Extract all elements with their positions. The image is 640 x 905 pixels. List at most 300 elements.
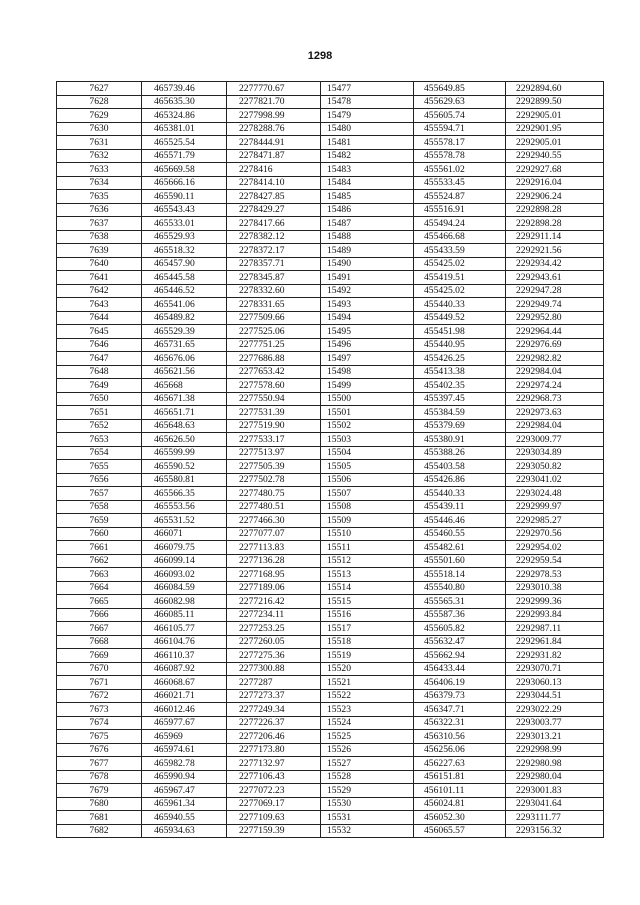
- point-id-cell: 7630: [57, 122, 142, 136]
- x-coordinate-cell: 455501.60: [414, 554, 506, 568]
- point-id-cell: 15497: [321, 352, 414, 366]
- point-id-cell: 7656: [57, 473, 142, 487]
- x-coordinate-cell: 455446.46: [414, 514, 506, 528]
- point-id-cell: 7655: [57, 460, 142, 474]
- y-coordinate-cell: 2293024.48: [506, 487, 604, 501]
- point-id-cell: 7642: [57, 284, 142, 298]
- y-coordinate-cell: 2292980.98: [506, 757, 604, 771]
- x-coordinate-cell: 465553.56: [142, 500, 227, 514]
- x-coordinate-cell: 466087.92: [142, 662, 227, 676]
- x-coordinate-cell: 455425.02: [414, 284, 506, 298]
- y-coordinate-cell: 2292954.02: [506, 541, 604, 555]
- x-coordinate-cell: 465566.35: [142, 487, 227, 501]
- y-coordinate-cell: 2278332.60: [227, 284, 321, 298]
- x-coordinate-cell: 465940.55: [142, 811, 227, 825]
- x-coordinate-cell: 465543.43: [142, 203, 227, 217]
- y-coordinate-cell: 2277480.75: [227, 487, 321, 501]
- x-coordinate-cell: 455518.14: [414, 568, 506, 582]
- y-coordinate-cell: 2292974.24: [506, 379, 604, 393]
- y-coordinate-cell: 2293001.83: [506, 784, 604, 798]
- point-id-cell: 15491: [321, 271, 414, 285]
- point-id-cell: 7674: [57, 716, 142, 730]
- point-id-cell: 7677: [57, 757, 142, 771]
- x-coordinate-cell: 455578.17: [414, 136, 506, 150]
- point-id-cell: 15507: [321, 487, 414, 501]
- y-coordinate-cell: 2277751.25: [227, 338, 321, 352]
- table-row: [57, 446, 604, 460]
- x-coordinate-cell: 455397.45: [414, 392, 506, 406]
- y-coordinate-cell: 2277226.37: [227, 716, 321, 730]
- table-row: [57, 365, 604, 379]
- point-id-cell: 7657: [57, 487, 142, 501]
- y-coordinate-cell: 2277189.06: [227, 581, 321, 595]
- x-coordinate-cell: 456101.11: [414, 784, 506, 798]
- x-coordinate-cell: 455449.52: [414, 311, 506, 325]
- y-coordinate-cell: 2292980.04: [506, 770, 604, 784]
- y-coordinate-cell: 2277260.05: [227, 635, 321, 649]
- y-coordinate-cell: 2277159.39: [227, 824, 321, 838]
- x-coordinate-cell: 456433.44: [414, 662, 506, 676]
- y-coordinate-cell: 2293111.77: [506, 811, 604, 825]
- point-id-cell: 15490: [321, 257, 414, 271]
- x-coordinate-cell: 456322.31: [414, 716, 506, 730]
- table-row: [57, 514, 604, 528]
- x-coordinate-cell: 465651.71: [142, 406, 227, 420]
- y-coordinate-cell: 2278382.12: [227, 230, 321, 244]
- y-coordinate-cell: 2292931.82: [506, 649, 604, 663]
- table-row: [57, 703, 604, 717]
- x-coordinate-cell: 455460.55: [414, 527, 506, 541]
- point-id-cell: 15511: [321, 541, 414, 555]
- x-coordinate-cell: 465533.01: [142, 217, 227, 231]
- point-id-cell: 15484: [321, 176, 414, 190]
- point-id-cell: 7681: [57, 811, 142, 825]
- point-id-cell: 15520: [321, 662, 414, 676]
- x-coordinate-cell: 465518.32: [142, 244, 227, 258]
- x-coordinate-cell: 465580.81: [142, 473, 227, 487]
- table-row: [57, 622, 604, 636]
- y-coordinate-cell: 2277505.39: [227, 460, 321, 474]
- x-coordinate-cell: 455605.82: [414, 622, 506, 636]
- y-coordinate-cell: 2277069.17: [227, 797, 321, 811]
- x-coordinate-cell: 455440.33: [414, 487, 506, 501]
- y-coordinate-cell: 2277466.30: [227, 514, 321, 528]
- table-row: [57, 662, 604, 676]
- y-coordinate-cell: 2293010.38: [506, 581, 604, 595]
- x-coordinate-cell: 456052.30: [414, 811, 506, 825]
- y-coordinate-cell: 2293044.51: [506, 689, 604, 703]
- x-coordinate-cell: 465571.79: [142, 149, 227, 163]
- x-coordinate-cell: 455516.91: [414, 203, 506, 217]
- y-coordinate-cell: 2277578.60: [227, 379, 321, 393]
- point-id-cell: 15531: [321, 811, 414, 825]
- y-coordinate-cell: 2277273.37: [227, 689, 321, 703]
- table-row: [57, 338, 604, 352]
- point-id-cell: 15506: [321, 473, 414, 487]
- table-row: [57, 311, 604, 325]
- point-id-cell: 7673: [57, 703, 142, 717]
- table-row: [57, 325, 604, 339]
- table-row: [57, 176, 604, 190]
- x-coordinate-cell: 465446.52: [142, 284, 227, 298]
- point-id-cell: 15503: [321, 433, 414, 447]
- point-id-cell: 7675: [57, 730, 142, 744]
- point-id-cell: 7638: [57, 230, 142, 244]
- table-row: [57, 109, 604, 123]
- point-id-cell: 15499: [321, 379, 414, 393]
- y-coordinate-cell: 2292964.44: [506, 325, 604, 339]
- table-row: [57, 460, 604, 474]
- x-coordinate-cell: 465977.67: [142, 716, 227, 730]
- point-id-cell: 7643: [57, 298, 142, 312]
- point-id-cell: 7627: [57, 82, 142, 96]
- y-coordinate-cell: 2277509.66: [227, 311, 321, 325]
- table-row: [57, 568, 604, 582]
- x-coordinate-cell: 456065.57: [414, 824, 506, 838]
- x-coordinate-cell: 465668: [142, 379, 227, 393]
- y-coordinate-cell: 2277106.43: [227, 770, 321, 784]
- y-coordinate-cell: 2277216.42: [227, 595, 321, 609]
- table-row: [57, 487, 604, 501]
- y-coordinate-cell: 2293156.32: [506, 824, 604, 838]
- x-coordinate-cell: 455402.35: [414, 379, 506, 393]
- point-id-cell: 7654: [57, 446, 142, 460]
- point-id-cell: 15501: [321, 406, 414, 420]
- point-id-cell: 15522: [321, 689, 414, 703]
- y-coordinate-cell: 2277173.80: [227, 743, 321, 757]
- table-row: [57, 203, 604, 217]
- y-coordinate-cell: 2292916.04: [506, 176, 604, 190]
- table-row: [57, 271, 604, 285]
- point-id-cell: 7644: [57, 311, 142, 325]
- point-id-cell: 7666: [57, 608, 142, 622]
- x-coordinate-cell: 465648.63: [142, 419, 227, 433]
- y-coordinate-cell: 2292952.80: [506, 311, 604, 325]
- x-coordinate-cell: 465961.34: [142, 797, 227, 811]
- x-coordinate-cell: 466085.11: [142, 608, 227, 622]
- y-coordinate-cell: 2292927.68: [506, 163, 604, 177]
- x-coordinate-cell: 455629.63: [414, 95, 506, 109]
- table-row: [57, 244, 604, 258]
- x-coordinate-cell: 465990.94: [142, 770, 227, 784]
- point-id-cell: 7667: [57, 622, 142, 636]
- point-id-cell: 15517: [321, 622, 414, 636]
- y-coordinate-cell: 2293003.77: [506, 716, 604, 730]
- y-coordinate-cell: 2277113.83: [227, 541, 321, 555]
- point-id-cell: 15526: [321, 743, 414, 757]
- point-id-cell: 15513: [321, 568, 414, 582]
- x-coordinate-cell: 465445.58: [142, 271, 227, 285]
- y-coordinate-cell: 2277206.46: [227, 730, 321, 744]
- page-number: 1298: [307, 50, 333, 62]
- y-coordinate-cell: 2292911.14: [506, 230, 604, 244]
- point-id-cell: 7651: [57, 406, 142, 420]
- y-coordinate-cell: 2292999.36: [506, 595, 604, 609]
- point-id-cell: 7633: [57, 163, 142, 177]
- table-row: [57, 527, 604, 541]
- y-coordinate-cell: 2278416: [227, 163, 321, 177]
- y-coordinate-cell: 2277287: [227, 676, 321, 690]
- point-id-cell: 7665: [57, 595, 142, 609]
- y-coordinate-cell: 2277253.25: [227, 622, 321, 636]
- x-coordinate-cell: 455425.02: [414, 257, 506, 271]
- x-coordinate-cell: 455561.02: [414, 163, 506, 177]
- point-id-cell: 15488: [321, 230, 414, 244]
- point-id-cell: 7639: [57, 244, 142, 258]
- y-coordinate-cell: 2277249.34: [227, 703, 321, 717]
- point-id-cell: 15500: [321, 392, 414, 406]
- point-id-cell: 7645: [57, 325, 142, 339]
- point-id-cell: 15508: [321, 500, 414, 514]
- x-coordinate-cell: 465635.30: [142, 95, 227, 109]
- table-row: [57, 770, 604, 784]
- x-coordinate-cell: 455403.58: [414, 460, 506, 474]
- table-row: [57, 122, 604, 136]
- y-coordinate-cell: 2292899.50: [506, 95, 604, 109]
- x-coordinate-cell: 465489.82: [142, 311, 227, 325]
- y-coordinate-cell: 2292985.27: [506, 514, 604, 528]
- point-id-cell: 7648: [57, 365, 142, 379]
- x-coordinate-cell: 455451.98: [414, 325, 506, 339]
- x-coordinate-cell: 455380.91: [414, 433, 506, 447]
- x-coordinate-cell: 455440.33: [414, 298, 506, 312]
- table-row: [57, 689, 604, 703]
- y-coordinate-cell: 2292993.84: [506, 608, 604, 622]
- y-coordinate-cell: 2292959.54: [506, 554, 604, 568]
- table-row: [57, 757, 604, 771]
- y-coordinate-cell: 2278414.10: [227, 176, 321, 190]
- y-coordinate-cell: 2292976.69: [506, 338, 604, 352]
- table-row: [57, 284, 604, 298]
- point-id-cell: 7632: [57, 149, 142, 163]
- table-row: [57, 716, 604, 730]
- point-id-cell: 15485: [321, 190, 414, 204]
- y-coordinate-cell: 2277480.51: [227, 500, 321, 514]
- table-body: [57, 82, 604, 838]
- table-row: [57, 581, 604, 595]
- table-row: [57, 257, 604, 271]
- y-coordinate-cell: 2278331.65: [227, 298, 321, 312]
- y-coordinate-cell: 2292898.28: [506, 203, 604, 217]
- y-coordinate-cell: 2293013.21: [506, 730, 604, 744]
- y-coordinate-cell: 2292906.24: [506, 190, 604, 204]
- point-id-cell: 15492: [321, 284, 414, 298]
- point-id-cell: 15512: [321, 554, 414, 568]
- table-row: [57, 419, 604, 433]
- x-coordinate-cell: 455540.80: [414, 581, 506, 595]
- y-coordinate-cell: 2277502.78: [227, 473, 321, 487]
- y-coordinate-cell: 2277519.90: [227, 419, 321, 433]
- point-id-cell: 7664: [57, 581, 142, 595]
- y-coordinate-cell: 2278429.27: [227, 203, 321, 217]
- x-coordinate-cell: 465739.46: [142, 82, 227, 96]
- y-coordinate-cell: 2292982.82: [506, 352, 604, 366]
- table-row: [57, 217, 604, 231]
- x-coordinate-cell: 456151.81: [414, 770, 506, 784]
- x-coordinate-cell: 465934.63: [142, 824, 227, 838]
- x-coordinate-cell: 466105.77: [142, 622, 227, 636]
- x-coordinate-cell: 465967.47: [142, 784, 227, 798]
- y-coordinate-cell: 2277821.70: [227, 95, 321, 109]
- x-coordinate-cell: 465529.93: [142, 230, 227, 244]
- x-coordinate-cell: 465324.86: [142, 109, 227, 123]
- table-row: [57, 824, 604, 838]
- y-coordinate-cell: 2277132.97: [227, 757, 321, 771]
- y-coordinate-cell: 2292987.11: [506, 622, 604, 636]
- x-coordinate-cell: 466084.59: [142, 581, 227, 595]
- table-row: [57, 298, 604, 312]
- x-coordinate-cell: 455426.86: [414, 473, 506, 487]
- point-id-cell: 7646: [57, 338, 142, 352]
- y-coordinate-cell: 2292905.01: [506, 109, 604, 123]
- x-coordinate-cell: 465525.54: [142, 136, 227, 150]
- point-id-cell: 15483: [321, 163, 414, 177]
- x-coordinate-cell: 456256.06: [414, 743, 506, 757]
- x-coordinate-cell: 455632.47: [414, 635, 506, 649]
- x-coordinate-cell: 455605.74: [414, 109, 506, 123]
- table-row: [57, 635, 604, 649]
- y-coordinate-cell: 2278345.87: [227, 271, 321, 285]
- y-coordinate-cell: 2292999.97: [506, 500, 604, 514]
- coordinates-table: [56, 81, 604, 838]
- x-coordinate-cell: 455384.59: [414, 406, 506, 420]
- y-coordinate-cell: 2292961.84: [506, 635, 604, 649]
- x-coordinate-cell: 465626.50: [142, 433, 227, 447]
- y-coordinate-cell: 2278427.85: [227, 190, 321, 204]
- point-id-cell: 7682: [57, 824, 142, 838]
- point-id-cell: 7635: [57, 190, 142, 204]
- x-coordinate-cell: 455426.25: [414, 352, 506, 366]
- point-id-cell: 15480: [321, 122, 414, 136]
- y-coordinate-cell: 2277998.99: [227, 109, 321, 123]
- point-id-cell: 15515: [321, 595, 414, 609]
- table-row: [57, 392, 604, 406]
- point-id-cell: 15496: [321, 338, 414, 352]
- x-coordinate-cell: 456406.19: [414, 676, 506, 690]
- y-coordinate-cell: 2277077.07: [227, 527, 321, 541]
- table-row: [57, 163, 604, 177]
- point-id-cell: 7659: [57, 514, 142, 528]
- x-coordinate-cell: 465457.90: [142, 257, 227, 271]
- x-coordinate-cell: 455439.11: [414, 500, 506, 514]
- y-coordinate-cell: 2293060.13: [506, 676, 604, 690]
- point-id-cell: 7653: [57, 433, 142, 447]
- table-row: [57, 136, 604, 150]
- x-coordinate-cell: 465669.58: [142, 163, 227, 177]
- point-id-cell: 7671: [57, 676, 142, 690]
- y-coordinate-cell: 2292968.73: [506, 392, 604, 406]
- point-id-cell: 7670: [57, 662, 142, 676]
- x-coordinate-cell: 455565.31: [414, 595, 506, 609]
- x-coordinate-cell: 455594.71: [414, 122, 506, 136]
- table-row: [57, 541, 604, 555]
- x-coordinate-cell: 465599.99: [142, 446, 227, 460]
- x-coordinate-cell: 465531.52: [142, 514, 227, 528]
- x-coordinate-cell: 465590.52: [142, 460, 227, 474]
- x-coordinate-cell: 455482.61: [414, 541, 506, 555]
- table-row: [57, 608, 604, 622]
- point-id-cell: 7652: [57, 419, 142, 433]
- x-coordinate-cell: 455649.85: [414, 82, 506, 96]
- x-coordinate-cell: 456227.63: [414, 757, 506, 771]
- y-coordinate-cell: 2277234.11: [227, 608, 321, 622]
- y-coordinate-cell: 2293041.02: [506, 473, 604, 487]
- table-row: [57, 149, 604, 163]
- y-coordinate-cell: 2293070.71: [506, 662, 604, 676]
- table-row: [57, 379, 604, 393]
- table-row: [57, 473, 604, 487]
- table-row: [57, 406, 604, 420]
- y-coordinate-cell: 2292970.56: [506, 527, 604, 541]
- y-coordinate-cell: 2277653.42: [227, 365, 321, 379]
- table-row: [57, 649, 604, 663]
- point-id-cell: 15494: [321, 311, 414, 325]
- y-coordinate-cell: 2292984.04: [506, 365, 604, 379]
- x-coordinate-cell: 466068.67: [142, 676, 227, 690]
- point-id-cell: 15527: [321, 757, 414, 771]
- point-id-cell: 15509: [321, 514, 414, 528]
- y-coordinate-cell: 2277072.23: [227, 784, 321, 798]
- x-coordinate-cell: 456310.56: [414, 730, 506, 744]
- y-coordinate-cell: 2293050.82: [506, 460, 604, 474]
- x-coordinate-cell: 466071: [142, 527, 227, 541]
- x-coordinate-cell: 466104.76: [142, 635, 227, 649]
- x-coordinate-cell: 455466.68: [414, 230, 506, 244]
- x-coordinate-cell: 466012.46: [142, 703, 227, 717]
- point-id-cell: 15489: [321, 244, 414, 258]
- x-coordinate-cell: 455662.94: [414, 649, 506, 663]
- point-id-cell: 7672: [57, 689, 142, 703]
- point-id-cell: 15516: [321, 608, 414, 622]
- table-row: [57, 500, 604, 514]
- y-coordinate-cell: 2292905.01: [506, 136, 604, 150]
- point-id-cell: 15505: [321, 460, 414, 474]
- table-row: [57, 433, 604, 447]
- point-id-cell: 7631: [57, 136, 142, 150]
- y-coordinate-cell: 2293022.29: [506, 703, 604, 717]
- table-row: [57, 554, 604, 568]
- x-coordinate-cell: 455578.78: [414, 149, 506, 163]
- point-id-cell: 7637: [57, 217, 142, 231]
- x-coordinate-cell: 456379.73: [414, 689, 506, 703]
- point-id-cell: 7661: [57, 541, 142, 555]
- y-coordinate-cell: 2292984.04: [506, 419, 604, 433]
- y-coordinate-cell: 2292949.74: [506, 298, 604, 312]
- point-id-cell: 7634: [57, 176, 142, 190]
- point-id-cell: 7649: [57, 379, 142, 393]
- point-id-cell: 15519: [321, 649, 414, 663]
- x-coordinate-cell: 456024.81: [414, 797, 506, 811]
- point-id-cell: 15518: [321, 635, 414, 649]
- table-row: [57, 230, 604, 244]
- y-coordinate-cell: 2292943.61: [506, 271, 604, 285]
- y-coordinate-cell: 2278471.87: [227, 149, 321, 163]
- y-coordinate-cell: 2292940.55: [506, 149, 604, 163]
- y-coordinate-cell: 2278288.76: [227, 122, 321, 136]
- y-coordinate-cell: 2277550.94: [227, 392, 321, 406]
- x-coordinate-cell: 455533.45: [414, 176, 506, 190]
- point-id-cell: 15479: [321, 109, 414, 123]
- table-row: [57, 595, 604, 609]
- y-coordinate-cell: 2277533.17: [227, 433, 321, 447]
- point-id-cell: 7647: [57, 352, 142, 366]
- table-row: [57, 676, 604, 690]
- x-coordinate-cell: 465676.06: [142, 352, 227, 366]
- table-row: [57, 730, 604, 744]
- point-id-cell: 15495: [321, 325, 414, 339]
- y-coordinate-cell: 2292978.53: [506, 568, 604, 582]
- point-id-cell: 15482: [321, 149, 414, 163]
